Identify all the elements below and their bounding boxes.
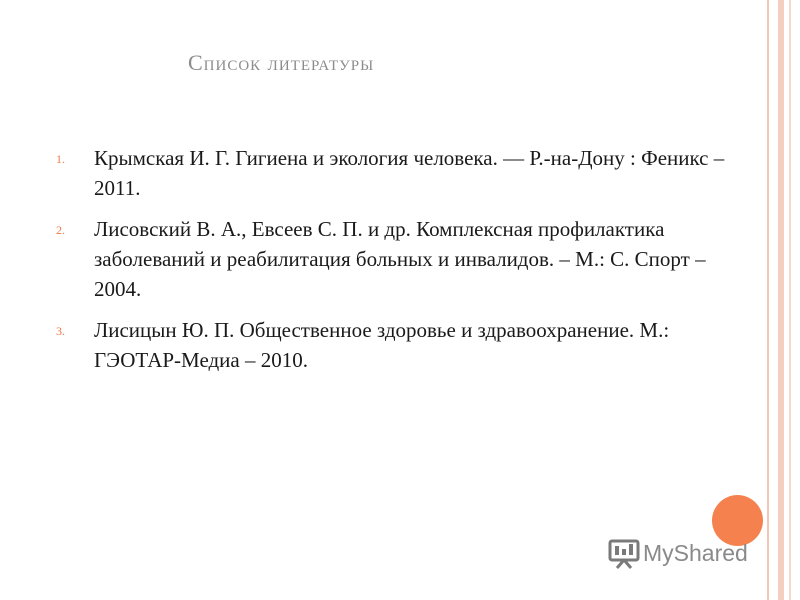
right-border-thin-line	[789, 0, 791, 600]
reference-number: 2.	[56, 223, 65, 237]
reference-number: 3.	[56, 324, 65, 338]
reference-item	[56, 143, 746, 203]
reference-item	[56, 214, 746, 304]
slide-title: Список литературы	[188, 50, 375, 75]
reference-item	[56, 315, 746, 375]
reference-number: 1.	[56, 152, 65, 166]
right-border-line	[767, 0, 769, 600]
watermark-text: MyShared	[643, 539, 748, 566]
reference-text: Лисицын Ю. П. Общественное здоровье и здравоохранение. М.: ГЭОТАР-Медиа – 2010.	[94, 318, 670, 372]
presentation-board-icon	[607, 536, 641, 570]
right-border-band	[778, 0, 784, 600]
reference-text: Крымская И. Г. Гигиена и экология человека. — Р.-на-Дону : Феникс – 2011.	[94, 146, 725, 200]
watermark-logo	[607, 536, 748, 570]
reference-text: Лисовский В. А., Евсеев С. П. и др. Комплексная профилактика заболеваний и реабилитация больных и инвалидов. – М.: С. Спорт – 2004.	[94, 217, 706, 301]
reference-list	[56, 143, 746, 386]
